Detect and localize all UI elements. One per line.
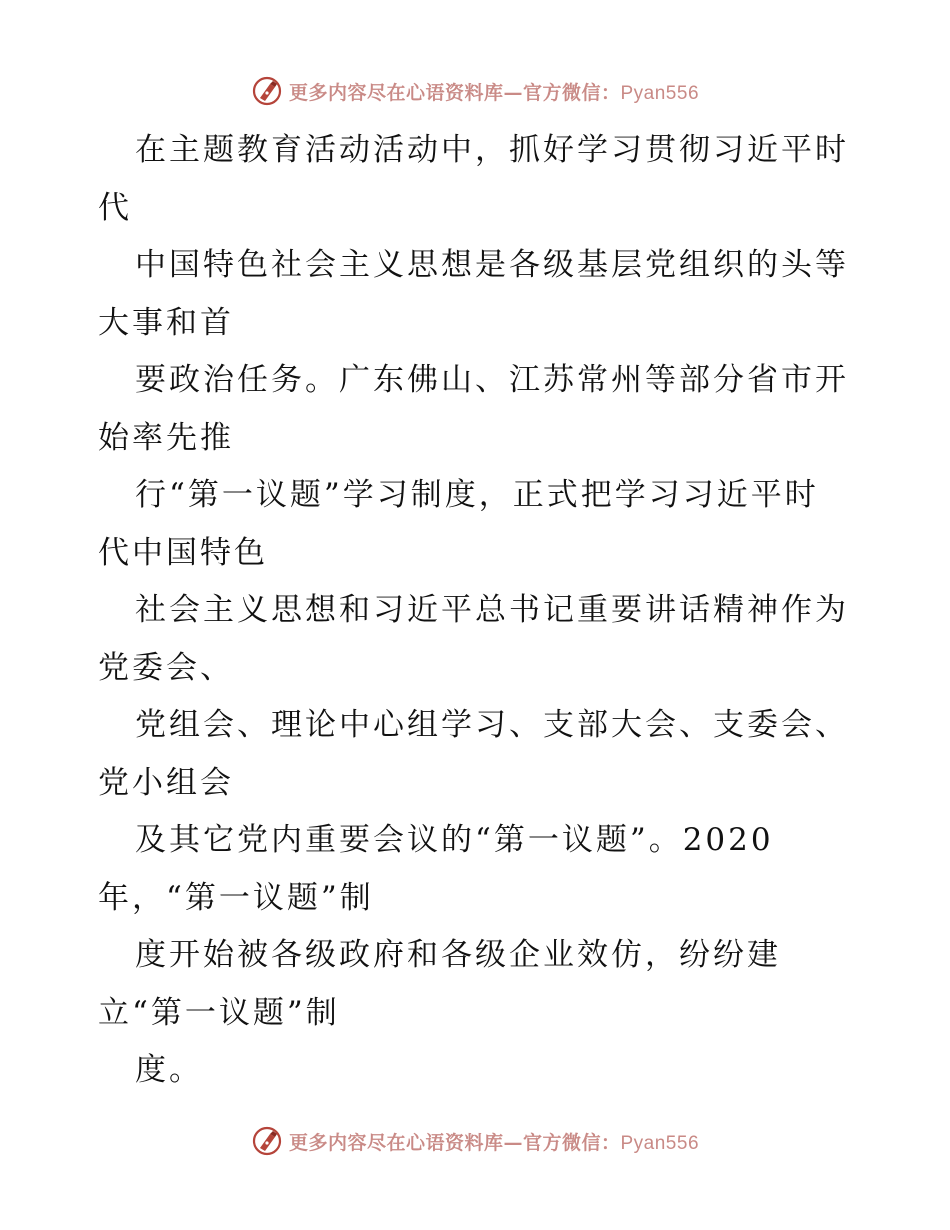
body-text-line: 及其它党内重要会议的“第一议题”。2020 xyxy=(135,822,774,858)
body-text-line: 党委会、 xyxy=(98,649,234,686)
document-body xyxy=(98,122,858,1100)
footer-watermark xyxy=(0,1121,950,1161)
body-text-line: 中国特色社会主义思想是各级基层党组织的头等 xyxy=(135,247,849,283)
body-text-line: 社会主义思想和习近平总书记重要讲话精神作为 xyxy=(135,592,849,628)
pen-nib-logo-icon xyxy=(251,1125,283,1157)
body-text-line: 行“第一议题”学习制度，正式把学习习近平时 xyxy=(135,477,819,513)
body-text-line: 立“第一议题”制 xyxy=(98,994,340,1031)
body-text-line: 代中国特色 xyxy=(98,534,268,571)
body-text-line: 始率先推 xyxy=(98,419,234,456)
watermark-handle: Pyan556 xyxy=(620,82,700,104)
body-text-line: 在主题教育活动活动中，抓好学习贯彻习近平时 xyxy=(135,132,849,168)
body-text-line: 党组会、理论中心组学习、支部大会、支委会、 xyxy=(135,707,849,743)
body-text-line: 大事和首 xyxy=(98,304,234,341)
header-watermark xyxy=(0,71,950,111)
body-text-line: 度。 xyxy=(135,1052,203,1088)
pen-nib-logo-icon xyxy=(251,75,283,107)
watermark-handle: Pyan556 xyxy=(620,1132,700,1154)
body-text-line: 党小组会 xyxy=(98,764,234,801)
body-text-line: 度开始被各级政府和各级企业效仿，纷纷建 xyxy=(135,937,781,973)
watermark-text: 更多内容尽在心语资料库—官方微信：Pyan556 xyxy=(288,81,700,104)
body-text-line: 要政治任务。广东佛山、江苏常州等部分省市开 xyxy=(135,362,849,398)
watermark-text: 更多内容尽在心语资料库—官方微信：Pyan556 xyxy=(288,1131,700,1154)
body-text-line: 年，“第一议题”制 xyxy=(98,879,374,916)
body-text-line: 代 xyxy=(98,189,132,226)
